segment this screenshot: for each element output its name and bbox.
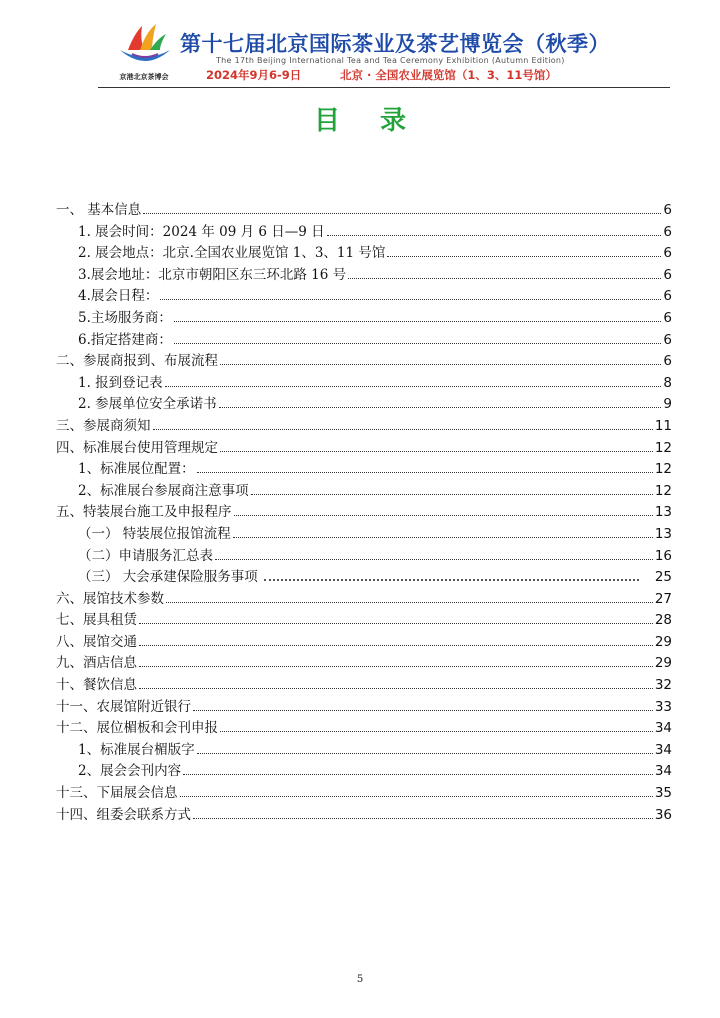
toc-entry-page: 6 xyxy=(663,266,672,283)
toc-dot-leader xyxy=(264,579,639,581)
toc-entry-label: 十四、组委会联系方式 xyxy=(56,806,191,823)
toc-entry-label: （二）申请服务汇总表 xyxy=(78,547,213,564)
toc-entry-page: 8 xyxy=(663,374,672,391)
toc-entry-label: 三、参展商须知 xyxy=(56,417,151,434)
toc-dot-leader xyxy=(183,774,653,775)
toc-entry[interactable] xyxy=(56,546,672,568)
toc-dot-leader xyxy=(139,623,653,624)
toc-entry-label: 2. 展会地点：北京.全国农业展览馆 1、3、11 号馆 xyxy=(78,245,386,262)
toc-entry[interactable] xyxy=(56,805,672,827)
toc-entry-page: 13 xyxy=(654,525,672,542)
toc-entry-label: 十二、展位楣板和会刊申报 xyxy=(56,720,218,737)
toc-entry-label: 2. 参展单位安全承诺书 xyxy=(78,396,217,413)
toc-entry-page: 28 xyxy=(654,612,672,629)
toc-dot-leader xyxy=(143,213,661,214)
toc-dot-leader xyxy=(193,710,653,711)
toc-entry-page: 6 xyxy=(663,331,672,348)
toc-entry-label: 十三、下届展会信息 xyxy=(56,785,178,802)
toc-entry[interactable] xyxy=(56,481,672,503)
toc-entry[interactable] xyxy=(56,243,672,265)
toc-entry-label: 5.主场服务商： xyxy=(78,309,172,326)
toc-dot-leader xyxy=(233,537,653,538)
toc-entry-page: 12 xyxy=(654,461,672,478)
toc-entry-page: 12 xyxy=(654,482,672,499)
toc-dot-leader xyxy=(153,429,653,430)
toc-dot-leader xyxy=(193,818,653,819)
toc-entry-label: 八、展馆交通 xyxy=(56,633,137,650)
exhibition-subtitle: The 17th Beijing International Tea and Tea Ceremony Exhibition (Autumn Edition) xyxy=(216,56,565,65)
toc-entry[interactable] xyxy=(56,761,672,783)
toc-entry-label: 六、展馆技术参数 xyxy=(56,590,164,607)
toc-entry-page: 6 xyxy=(663,245,672,262)
toc-entry[interactable] xyxy=(56,200,672,222)
toc-entry-label: 一、 基本信息 xyxy=(56,202,142,218)
toc-dot-leader xyxy=(197,753,653,754)
toc-entry-label: 1. 展会时间：2024 年 09 月 6 日—9 日 xyxy=(78,223,325,240)
toc-dot-leader xyxy=(234,515,653,516)
exhibition-title: 第十七届北京国际茶业及茶艺博览会（秋季） xyxy=(180,32,610,56)
toc-dot-leader xyxy=(220,364,661,365)
toc-entry-page: 35 xyxy=(654,785,672,802)
toc-entry-label: 3.展会地址：北京市朝阳区东三环北路 16 号 xyxy=(78,266,347,283)
exhibition-date: 2024年9月6-9日 xyxy=(206,68,302,82)
table-of-contents xyxy=(56,200,672,826)
toc-entry-page: 6 xyxy=(663,288,672,305)
toc-dot-leader xyxy=(220,451,653,452)
toc-entry-label: 十、餐饮信息 xyxy=(56,677,137,694)
toc-entry-page: 13 xyxy=(654,504,672,521)
toc-entry-page: 34 xyxy=(654,763,672,780)
toc-entry-label: 2、展会会刊内容 xyxy=(78,763,182,780)
toc-dot-leader xyxy=(387,256,661,257)
toc-entry-label: 1. 报到登记表 xyxy=(78,374,163,391)
toc-entry-page: 29 xyxy=(654,633,672,650)
toc-entry-page: 32 xyxy=(654,677,672,694)
toc-entry-label: （一） 特装展位报馆流程 xyxy=(78,525,231,542)
toc-entry-page: 6 xyxy=(663,309,672,326)
toc-entry[interactable] xyxy=(56,524,672,546)
toc-entry[interactable] xyxy=(56,265,672,287)
logo-caption: 京港北京茶博会 xyxy=(119,73,169,81)
toc-dot-leader xyxy=(139,645,653,646)
page-number: 5 xyxy=(356,974,364,985)
toc-entry[interactable] xyxy=(56,308,672,330)
toc-dot-leader xyxy=(348,278,661,279)
toc-entry[interactable] xyxy=(56,438,672,460)
toc-entry[interactable] xyxy=(56,416,672,438)
toc-dot-leader xyxy=(180,796,653,797)
toc-entry-label: 九、酒店信息 xyxy=(56,655,137,672)
page-header xyxy=(0,0,720,92)
toc-dot-leader xyxy=(327,235,662,236)
toc-dot-leader xyxy=(166,602,653,603)
toc-dot-leader xyxy=(139,666,653,667)
toc-entry-label: 1、标准展位配置： xyxy=(78,461,195,478)
toc-entry[interactable] xyxy=(56,675,672,697)
toc-entry[interactable] xyxy=(56,740,672,762)
header-divider xyxy=(98,87,670,88)
toc-entry-page: 6 xyxy=(663,353,672,370)
toc-entry-page: 16 xyxy=(654,547,672,564)
toc-entry-page: 6 xyxy=(663,223,672,240)
toc-entry-label: 1、标准展台楣版字 xyxy=(78,741,195,758)
toc-entry-page: 33 xyxy=(654,698,672,715)
toc-entry[interactable] xyxy=(56,567,672,589)
toc-entry[interactable] xyxy=(56,697,672,719)
toc-entry[interactable] xyxy=(56,286,672,308)
toc-dot-leader xyxy=(139,688,653,689)
toc-entry[interactable] xyxy=(56,373,672,395)
toc-entry-label: 五、特装展台施工及申报程序 xyxy=(56,504,232,521)
toc-dot-leader xyxy=(220,731,653,732)
toc-entry-page: 34 xyxy=(654,720,672,737)
toc-entry-page: 29 xyxy=(654,655,672,672)
toc-dot-leader xyxy=(160,299,661,300)
toc-entry-label: 2、标准展台参展商注意事项 xyxy=(78,482,249,499)
toc-dot-leader xyxy=(165,386,662,387)
toc-entry[interactable] xyxy=(56,718,672,740)
toc-dot-leader xyxy=(219,407,662,408)
toc-entry-page: 27 xyxy=(654,590,672,607)
toc-dot-leader xyxy=(174,321,662,322)
exhibition-venue: 北京 · 全国农业展览馆（1、3、11号馆） xyxy=(340,68,557,82)
toc-entry[interactable] xyxy=(56,610,672,632)
toc-entry-label: 十一、农展馆附近银行 xyxy=(56,698,191,715)
toc-entry-page: 36 xyxy=(654,806,672,823)
toc-entry[interactable] xyxy=(56,330,672,352)
toc-entry[interactable] xyxy=(56,783,672,805)
toc-entry-page: 9 xyxy=(663,396,672,413)
toc-entry[interactable] xyxy=(56,222,672,244)
toc-entry[interactable] xyxy=(56,351,672,373)
toc-entry[interactable] xyxy=(56,632,672,654)
toc-entry[interactable] xyxy=(56,589,672,611)
toc-entry-page: 6 xyxy=(663,202,672,218)
toc-entry-page: 34 xyxy=(654,741,672,758)
toc-entry-page: 11 xyxy=(654,417,672,434)
toc-entry-label: 四、标准展台使用管理规定 xyxy=(56,439,218,456)
toc-entry-label: 6.指定搭建商： xyxy=(78,331,172,348)
toc-entry[interactable] xyxy=(56,394,672,416)
toc-entry[interactable] xyxy=(56,502,672,524)
toc-entry[interactable] xyxy=(56,459,672,481)
toc-entry-label: 二、参展商报到、布展流程 xyxy=(56,353,218,370)
toc-entry[interactable] xyxy=(56,653,672,675)
toc-dot-leader xyxy=(174,343,662,344)
toc-dot-leader xyxy=(197,472,653,473)
toc-entry-label: 4.展会日程： xyxy=(78,288,159,305)
toc-entry-label: 七、展具租赁 xyxy=(56,612,137,629)
expo-logo-icon xyxy=(112,20,178,70)
toc-dot-leader xyxy=(251,494,653,495)
toc-entry-label: （三） 大会承建保险服务事项 xyxy=(78,569,258,586)
toc-entry-page: 25 xyxy=(654,569,672,586)
toc-dot-leader xyxy=(215,559,653,560)
toc-heading: 目录 xyxy=(313,106,446,136)
toc-entry-page: 12 xyxy=(654,439,672,456)
